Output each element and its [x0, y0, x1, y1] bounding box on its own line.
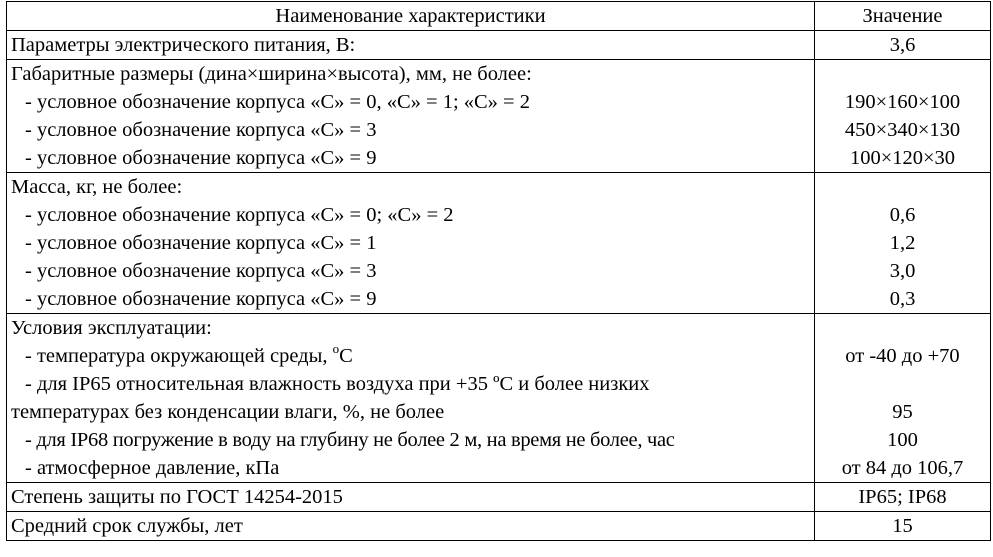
row-value: 3,6: [889, 34, 916, 56]
row-value-power: [815, 31, 991, 60]
list-item: - условное обозначение корпуса «С» = 3: [25, 119, 377, 141]
table-row: [7, 31, 991, 60]
row-title: Средний срок службы, лет: [11, 515, 243, 537]
row-value: 1,2: [889, 232, 916, 254]
list-item: - условное обозначение корпуса «С» = 1: [25, 232, 377, 254]
column-header-value: Значение: [815, 2, 991, 31]
list-item-immersion: - для IP68 погружение в воду на глубину не более 2 м, на время не более, час: [25, 429, 675, 451]
row-title: Степень защиты по ГОСТ 14254-2015: [11, 486, 343, 508]
list-item: - условное обозначение корпуса «С» = 9: [25, 288, 377, 310]
row-title-operating-conditions: [7, 314, 815, 483]
list-item: - условное обозначение корпуса «С» = 0; «С» = 2: [25, 204, 454, 226]
row-value: от 84 до 106,7: [841, 457, 964, 479]
row-value: 3,0: [889, 260, 916, 282]
row-value: 100: [887, 429, 918, 451]
temperature-unit: C: [339, 345, 353, 367]
list-item-pressure: - атмосферное давление, кПа: [25, 457, 280, 479]
row-value-operating-conditions: [815, 314, 991, 483]
row-value: 450×340×130: [844, 119, 961, 141]
table-row: [7, 173, 991, 314]
row-value: 100×120×30: [849, 147, 956, 169]
table-row: [7, 483, 991, 512]
row-value: IP65; IP68: [858, 486, 947, 508]
row-value-mass: [815, 173, 991, 314]
row-value: 95: [892, 401, 913, 423]
row-title: Габаритные размеры (дина×ширина×высота), мм, не более:: [11, 63, 532, 85]
specifications-table: [6, 1, 991, 541]
list-item: - условное обозначение корпуса «С» = 0, «С» = 1; «С» = 2: [25, 91, 530, 113]
row-value: 0,6: [889, 204, 916, 226]
table-header-row: [7, 2, 991, 31]
row-value: 15: [892, 515, 913, 537]
table-row: [7, 314, 991, 483]
row-value-service-life: [815, 512, 991, 541]
list-item-temperature: [11, 342, 810, 370]
table-row: [7, 512, 991, 541]
row-title: Условия эксплуатации:: [11, 317, 212, 339]
list-item-humidity-continued: температурах без конденсации влаги, %, не более: [11, 401, 445, 423]
row-title-service-life: [7, 512, 815, 541]
row-title: Масса, кг, не более:: [11, 176, 183, 198]
degree-mark: o: [332, 341, 340, 357]
table-row: [7, 60, 991, 173]
row-value: 190×160×100: [844, 91, 961, 113]
row-value: 0,3: [889, 288, 916, 310]
row-title-dimensions: [7, 60, 815, 173]
column-header-name: Наименование характеристики: [7, 2, 815, 31]
row-title: Параметры электрического питания, В:: [11, 34, 356, 56]
list-item: - условное обозначение корпуса «С» = 3: [25, 260, 377, 282]
row-value: от -40 до +70: [845, 345, 960, 367]
list-item: - условное обозначение корпуса «С» = 9: [25, 147, 377, 169]
row-value-protection: [815, 483, 991, 512]
row-value-dimensions: [815, 60, 991, 173]
temperature-label: - температура окружающей среды,: [25, 345, 328, 367]
list-item-humidity: - для IP65 относительная влажность воздуха при +35 ºС и более низких: [25, 373, 650, 395]
row-title-power: [7, 31, 815, 60]
row-title-mass: [7, 173, 815, 314]
row-title-protection: [7, 483, 815, 512]
